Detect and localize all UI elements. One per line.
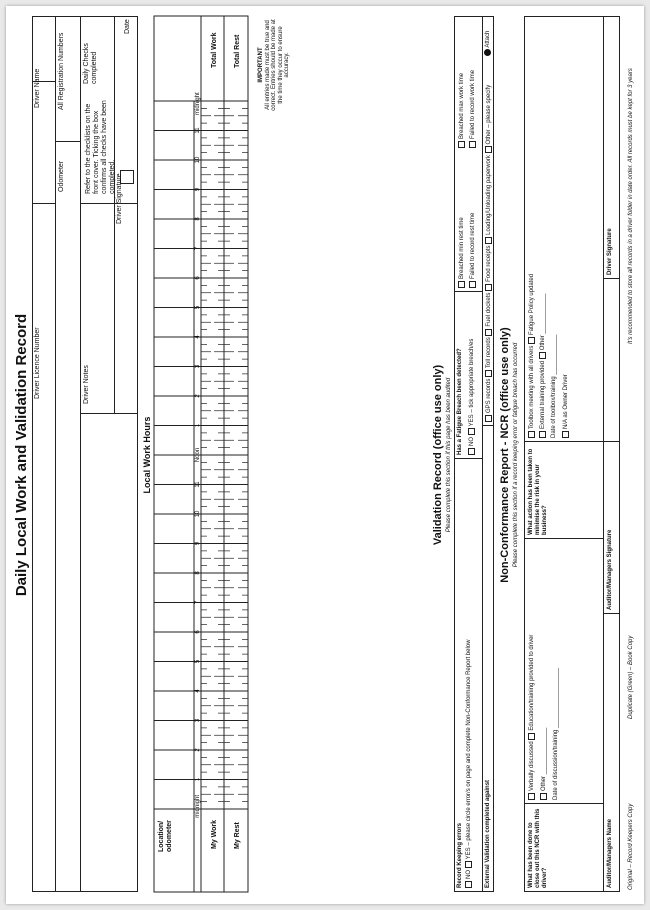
q2-row-1 xyxy=(528,274,535,438)
food-label: Food receipts xyxy=(486,245,493,282)
owner-driver-checkbox[interactable] xyxy=(562,431,569,438)
footer-duplicate: Duplicate (Green) – Book Copy xyxy=(628,635,634,719)
my-rest-label: My Rest xyxy=(234,822,241,849)
q1-other: Other ______________ xyxy=(540,728,547,800)
breach-min-rest xyxy=(458,217,465,288)
fatigue-options xyxy=(468,339,475,455)
fatigue-policy-label: Fatigue Policy updated xyxy=(529,273,536,335)
work-hours-heading: Local Work Hours xyxy=(142,416,152,494)
toolbox-checkbox[interactable] xyxy=(528,431,535,438)
rke-no-checkbox[interactable] xyxy=(465,881,472,888)
q2-na xyxy=(562,374,569,438)
fatigue-policy-checkbox[interactable] xyxy=(528,337,535,344)
verbally-discussed-checkbox[interactable] xyxy=(528,793,535,800)
rke-yes-label: YES – please circle error/s on page and complete Non-Conformance Report below xyxy=(466,639,473,860)
fatigue-no-label: NO xyxy=(469,437,476,446)
hour-label: 4 xyxy=(195,689,201,693)
hour-label: 6 xyxy=(195,630,201,634)
rotated-form xyxy=(6,6,644,904)
hour-label: Noon xyxy=(195,447,201,463)
hour-label: 11 xyxy=(195,481,201,488)
breach-record-work xyxy=(469,70,476,148)
hour-label: midnight xyxy=(195,92,201,115)
breach-record-work-checkbox[interactable] xyxy=(469,141,476,148)
auditor-name-label: Auditor/Managers Name xyxy=(607,818,613,888)
breach-max-work-label: Breached max work time xyxy=(459,72,466,139)
record-keeping-options xyxy=(465,463,473,888)
q1-date: Date of discussion/training __________________ xyxy=(553,667,559,800)
hour-label: 9 xyxy=(195,541,201,546)
education-label: Education/training provided to driver xyxy=(529,634,536,731)
hour-label: 3 xyxy=(195,718,201,723)
other-label: Other – please specify xyxy=(486,84,493,145)
page-title: Daily Local Work and Validation Record xyxy=(13,313,30,597)
hour-label: 4 xyxy=(195,335,201,339)
fuel-checkbox[interactable] xyxy=(485,329,492,336)
attach-marker xyxy=(484,31,491,56)
fatigue-yes-label: YES – tick appropriate breach/es xyxy=(469,338,476,427)
auditor-signature-label: Auditor/Managers Signature xyxy=(607,529,613,610)
hour-label: 10 xyxy=(195,510,201,518)
rke-no-label: NO xyxy=(466,870,473,879)
hour-label: 9 xyxy=(195,187,201,192)
daily-checks-label: Daily Checks completed xyxy=(83,43,98,84)
breach-min-rest-checkbox[interactable] xyxy=(458,281,465,288)
q1-other-label: Other xyxy=(541,775,548,791)
total-work-label: Total Work xyxy=(211,32,218,68)
q1-other-checkbox[interactable] xyxy=(540,793,547,800)
hour-label: 7 xyxy=(195,246,201,251)
toll-label: Toll records xyxy=(486,337,493,368)
record-keeping-errors-label: Record Keeping errors xyxy=(457,822,463,888)
q2-other-checkbox[interactable] xyxy=(539,352,546,359)
hour-label: 10 xyxy=(195,156,201,164)
breach-max-work-checkbox[interactable] xyxy=(458,141,465,148)
hour-label: 1 xyxy=(195,423,201,428)
odometer-label: Odometer xyxy=(58,160,65,192)
attach-label: Attach xyxy=(485,30,492,48)
ncr-question-2: What action has been taken to minimise the risk in your business? xyxy=(528,448,548,535)
breach-record-rest-checkbox[interactable] xyxy=(469,281,476,288)
driver-name-label: Driver Name xyxy=(34,68,41,108)
ncr-heading: Non-Conformance Report - NCR (office use only) xyxy=(499,327,511,583)
location-odometer-label: Location/ odometer xyxy=(158,820,173,852)
validation-subheading: Please complete this section if this page has been audited xyxy=(446,377,452,533)
toll-checkbox[interactable] xyxy=(485,370,492,377)
fatigue-breach-question: Has a Fatigue Breach been detected? xyxy=(457,348,463,455)
breach-min-rest-label: Breached min rest time xyxy=(459,217,466,279)
q2-date: Date of toolbox/training ____________ xyxy=(551,334,557,438)
breach-record-rest xyxy=(469,213,476,288)
external-validation-label: External Validation completed against xyxy=(485,779,491,888)
q2-date-label: Date of toolbox/training xyxy=(551,376,557,438)
hour-label: 2 xyxy=(195,394,201,398)
hour-label: 2 xyxy=(195,748,201,752)
hour-label: 6 xyxy=(195,276,201,280)
ncr-subheading: Please complete this section if a record keeping error or fatigue breach has occurred xyxy=(513,342,519,568)
checks-note: Refer to the checklists on the front cover. Ticking the box confirms all checks have been completed. xyxy=(85,100,116,194)
validation-heading: Validation Record (office use only) xyxy=(432,364,444,546)
hour-label: 7 xyxy=(195,600,201,605)
important-note xyxy=(258,16,291,114)
footer-original: Original – Record Keepers Copy xyxy=(628,803,634,890)
external-options xyxy=(485,85,492,422)
fatigue-no-checkbox[interactable] xyxy=(468,448,475,455)
hour-label: 5 xyxy=(195,305,201,310)
driver-licence-label: Driver Licence Number xyxy=(34,327,41,399)
important-title: IMPORTANT xyxy=(258,47,264,83)
hour-label: 11 xyxy=(195,127,201,134)
q2-row-2: External training provided Other ____________ xyxy=(539,294,546,438)
loading-label: Loading/Unloading paperwork xyxy=(486,155,493,235)
other-checkbox[interactable] xyxy=(485,146,492,153)
education-checkbox[interactable] xyxy=(528,733,535,740)
food-checkbox[interactable] xyxy=(485,284,492,291)
ncr-driver-signature-label: Driver Signature xyxy=(607,228,613,275)
q1-options xyxy=(528,635,535,800)
breach-max-work xyxy=(458,73,465,148)
hour-label: 1 xyxy=(195,777,201,782)
breach-record-work-label: Failed to record work time xyxy=(470,69,477,139)
breach-record-rest-label: Failed to record rest time xyxy=(470,212,477,279)
driver-signature-label: Driver Signature xyxy=(116,173,123,224)
my-work-label: My Work xyxy=(211,819,218,849)
hour-label: 8 xyxy=(195,571,201,575)
loading-checkbox[interactable] xyxy=(485,237,492,244)
gps-checkbox[interactable] xyxy=(485,415,492,422)
logbook-page xyxy=(6,6,644,904)
hour-label: 8 xyxy=(195,217,201,221)
fuel-label: Fuel dockets xyxy=(486,292,493,327)
external-training-checkbox[interactable] xyxy=(539,431,546,438)
toolbox-label: Toolbox meeting with all drivers xyxy=(529,345,536,429)
q1-date-label: Date of discussion/training xyxy=(553,729,559,800)
driver-notes-label: Driver Notes xyxy=(83,365,90,404)
hour-label: 5 xyxy=(195,659,201,664)
ncr-question-1: What has been done to close out this NCR with this driver? xyxy=(528,808,548,888)
hour-label: 3 xyxy=(195,364,201,369)
footer-note: It's recommended to store all records in a driver folder in date order. All records must be kept for 3 years xyxy=(628,68,634,344)
registration-label: All Registration Numbers xyxy=(58,32,65,110)
total-rest-label: Total Rest xyxy=(234,34,241,68)
q2-other-label: Other xyxy=(540,335,547,351)
fatigue-yes-checkbox[interactable] xyxy=(468,428,475,435)
hour-label: midnight xyxy=(195,795,201,818)
date-label: Date xyxy=(124,19,131,34)
verbally-discussed-label: Verbally discussed xyxy=(529,741,536,791)
owner-driver-label: N/A as Owner Driver xyxy=(563,374,570,429)
attach-icon xyxy=(484,49,491,56)
external-training-label: External training provided xyxy=(540,360,547,429)
rke-yes-checkbox[interactable] xyxy=(465,861,472,868)
gps-label: GPS records xyxy=(486,378,493,413)
important-text: All entries made must be true and correct. Entries should be made at the time they occur to ensure accuracy. xyxy=(264,19,290,111)
